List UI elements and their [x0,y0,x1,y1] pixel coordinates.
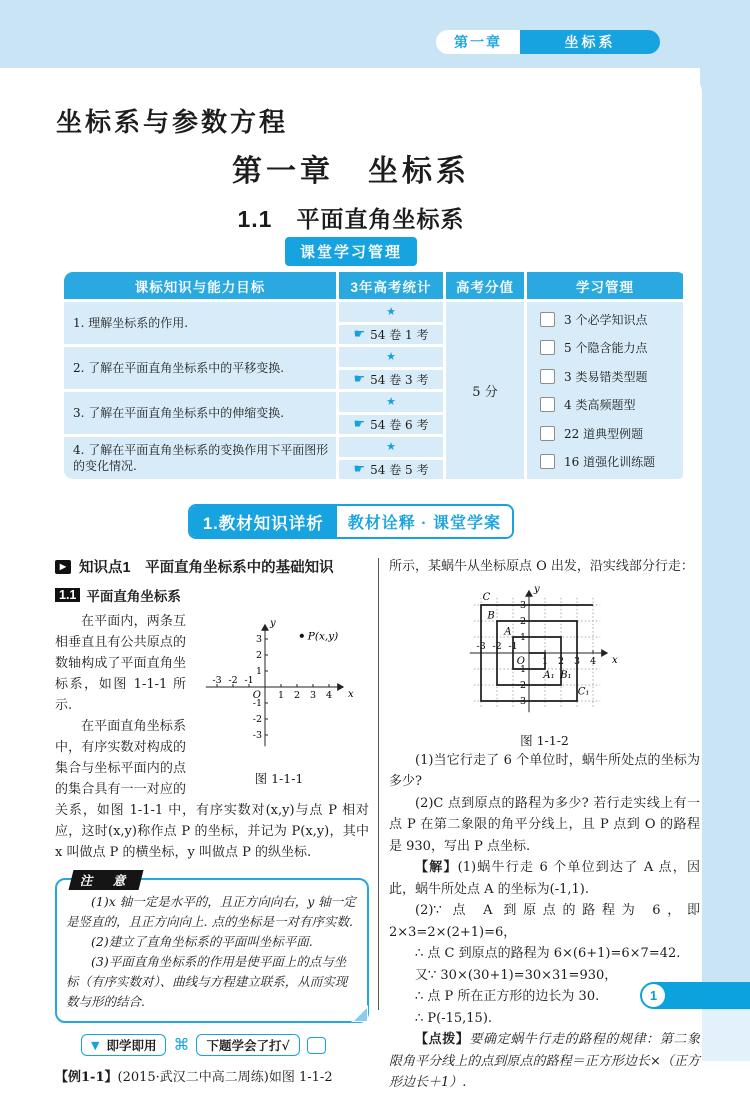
objective-4: 4. 了解在平面直角坐标系的变换作用下平面图形的变化情况. [64,437,336,479]
knowledge-point-title: 知识点1 平面直角坐标系中的基础知识 [79,560,334,576]
exam-stat-text: 54 卷 3 考 [370,372,429,387]
svg-text:-3: -3 [516,695,526,707]
section-banner-subtitle: 教材诠释 · 课堂学案 [337,506,512,537]
column-header-exam-stats: 3年高考统计 [339,272,443,299]
svg-text:-1: -1 [244,675,254,686]
solution-step: ∴ 点 C 到原点的路程为 6×(6+1)=6×7=42. [415,946,681,961]
list-item [540,311,679,328]
svg-text:B: B [486,610,495,622]
management-list [527,302,683,479]
svg-text:C₁: C₁ [577,686,589,698]
page-number-tab [640,982,750,1009]
svg-text:1: 1 [277,690,285,701]
list-item [540,368,679,385]
note-item: (3)平面直角坐标系的作用是使平面上的点与坐标（有序实数对）、曲线与方程建立联系，从而实现数与形的结合. [66,954,348,1009]
page-number: 1 [642,984,665,1007]
svg-text:y: y [270,618,276,630]
column-divider [378,558,379,1010]
svg-text:-1: -1 [507,640,518,652]
exam-stat-1 [339,325,443,345]
triangle-icon: ▼ [91,1038,100,1052]
svg-text:-2: -2 [252,714,262,725]
svg-text:2: 2 [519,615,526,627]
figure-1-1-1 [189,613,369,789]
example-text: (2015·武汉二中高二周练)如图 1-1-2 [117,1070,333,1085]
svg-text:3: 3 [519,599,526,611]
page-content [0,68,702,1090]
pointing-hand-icon: ☛ [353,371,366,387]
example-line [55,1066,369,1085]
classroom-management-badge: 课堂学习管理 [285,237,417,266]
management-label: 22 道典型例题 [564,426,644,441]
apply-row [81,1034,369,1056]
tab-chapter: 第一章 [436,30,520,54]
check-when-learned-label: 下题学会了打√ [206,1038,290,1053]
svg-text:4: 4 [325,690,333,701]
svg-text:A₁: A₁ [542,669,555,681]
svg-text:x: x [611,654,618,666]
svg-text:B₁: B₁ [559,669,572,681]
list-item [540,453,679,470]
solution-paragraph [389,857,700,900]
right-band [700,0,750,1061]
svg-text:2: 2 [293,690,301,701]
note-title-tab: 注 意 [69,870,144,890]
svg-text:1: 1 [519,631,526,643]
example-label: 【例1-1】 [55,1070,118,1085]
right-column [389,556,700,1094]
left-column [55,556,369,1085]
objective-2: 2. 了解在平面直角坐标系中的平移变换. [64,347,336,389]
pointing-hand-icon: ☛ [353,326,366,342]
svg-text:3: 3 [309,690,317,701]
svg-text:1: 1 [255,666,262,677]
note-box [55,874,369,1023]
list-item [540,396,679,413]
tip-label: 【点拨】 [415,1032,470,1047]
svg-text:2: 2 [255,650,262,661]
learn-and-use-label: 即学即用 [106,1038,157,1053]
question-1: (1)当它行走了 6 个单位时，蜗牛所处点的坐标为多少? [389,752,700,789]
solution-text: (1)蜗牛行走 6 个单位到达了 A 点，因此，蜗牛所处点 A 的坐标为(-1,1). [389,860,700,897]
checkbox[interactable] [540,397,555,412]
chapter-title: 第一章 坐标系 [232,155,470,188]
column-header-score: 高考分值 [446,272,524,299]
objective-1: 1. 理解坐标系的作用. [64,302,336,344]
pointing-hand-icon: ☛ [353,416,366,432]
column-header-objectives: 课标知识与能力目标 [64,272,336,299]
exam-stat-4 [339,460,443,480]
tip-text: 要确定蜗牛行走的路程的规律：第二象限角平分线上的点到原点的路程＝正方形边长×（正方形边长＋1）. [389,1032,700,1090]
tip-paragraph [389,1029,700,1094]
section-banner [188,504,514,539]
management-label: 3 个必学知识点 [564,313,648,327]
svg-text:-3: -3 [252,730,262,741]
svg-text:x: x [348,689,354,700]
svg-text:y: y [533,583,540,595]
snail-spiral-figure [447,581,643,727]
learn-and-use-box [81,1034,166,1056]
tab-section: 坐标系 [520,30,660,54]
section-banner-title: 1.教材知识详析 [190,506,337,537]
knot-icon: ⌘ [173,1035,190,1054]
checkbox[interactable] [540,454,555,469]
svg-text:1: 1 [541,655,548,667]
svg-text:-1: -1 [516,663,526,675]
management-label: 3 类易错类型题 [564,369,648,384]
star-icon: ★ [339,392,443,412]
svg-text:-2: -2 [228,675,238,686]
management-label: 16 道强化训练题 [564,454,656,469]
solution-step: (2)∵ 点 A 到原点的路程为 6，即 2×3=2×(2+1)=6， [389,903,700,940]
column-header-management: 学习管理 [527,272,683,299]
star-icon: ★ [339,347,443,367]
knowledge-point-heading [55,556,369,577]
note-item: (2)建立了直角坐标系的平面叫坐标平面. [91,934,313,949]
pointing-hand-icon: ☛ [353,461,366,477]
checkbox[interactable] [540,426,555,441]
objective-3: 3. 了解在平面直角坐标系中的伸缩变换. [64,392,336,434]
exam-score: 5 分 [446,302,524,479]
svg-text:-2: -2 [491,640,502,652]
star-icon: ★ [339,302,443,322]
header-tabs [436,30,660,54]
svg-text:-3: -3 [212,675,222,686]
exam-stat-text: 54 卷 6 考 [370,417,429,432]
svg-text:-1: -1 [252,698,262,709]
solution-step: ∴ 点 P 所在正方形的边长为 30. [415,989,600,1004]
figure-1-1-2 [440,581,650,749]
paragraph: 在平面直角坐标系中，有序实数对构成的集合与坐标平面内的点的集合具有一一对应的关系，如图 1-1-1 中，有序实数对(x,y)与点 P 相对应，这时(x,y)称作点 P 的坐标，并记为 P(x,y)，其中 x 叫做点 P 的横坐标，y 叫做点 P 的纵坐标. [55,719,369,860]
solution-step: ∴ P(-15,15). [415,1010,493,1026]
section-title: 1.1 平面直角坐标系 [237,206,465,232]
exam-stat-text: 54 卷 5 考 [370,462,429,477]
checkbox[interactable] [307,1037,326,1054]
note-item: (1)x 轴一定是水平的，且正方向向右，y 轴一定是竖直的，且正方向向上. 点的坐标是一对有序实数. [66,894,356,929]
subsection-title: 平面直角坐标系 [86,589,181,604]
book-title: 坐标系与参数方程 [56,108,289,138]
checkbox[interactable] [540,369,555,384]
play-icon: ▶ [55,560,71,574]
star-icon: ★ [339,437,443,457]
figure-caption: 图 1-1-2 [520,732,569,748]
coordinate-plane-figure [189,613,369,761]
svg-text:O: O [516,655,525,667]
svg-text:C: C [482,591,490,603]
question-2: (2)C 点到原点的路程为多少? 若行走实线上有一点 P 在第二象限的角平分线上，且 P 点到 O 的路程是 930，写出 P 点坐标. [389,795,700,854]
figure-caption: 图 1-1-1 [254,771,304,786]
exam-stat-2 [339,370,443,390]
svg-text:O: O [252,690,261,701]
svg-text:2: 2 [557,655,564,667]
check-when-learned-box [196,1034,299,1056]
svg-text:3: 3 [255,634,262,645]
paragraph: 在平面内，两条互相垂直且有公共原点的数轴构成了平面直角坐标系，如图 1-1-1 所示. [55,614,186,713]
paragraph: 所示，某蜗牛从坐标原点 O 出发，沿实线部分行走： [389,559,694,574]
management-label: 4 类高频题型 [564,398,636,413]
subsection-heading [55,585,369,605]
body-text [55,611,369,863]
solution-label: 【解】 [415,860,458,875]
checkbox[interactable] [540,340,555,355]
list-item [540,339,679,356]
subsection-number: 1.1 [55,588,80,602]
svg-text:3: 3 [573,655,580,667]
list-item [540,425,679,442]
objectives-table [64,272,686,479]
svg-text:-3: -3 [475,640,486,652]
svg-text:A: A [503,626,511,638]
svg-text:P(x,y): P(x,y) [307,630,339,643]
management-label: 5 个隐含能力点 [564,341,648,356]
checkbox[interactable] [540,312,555,327]
exam-stat-3 [339,415,443,435]
solution-step: 又∵ 30×(30+1)=30×31=930， [415,967,618,983]
svg-text:-2: -2 [516,679,526,691]
svg-text:4: 4 [589,655,596,667]
exam-stat-text: 54 卷 1 考 [370,327,429,342]
